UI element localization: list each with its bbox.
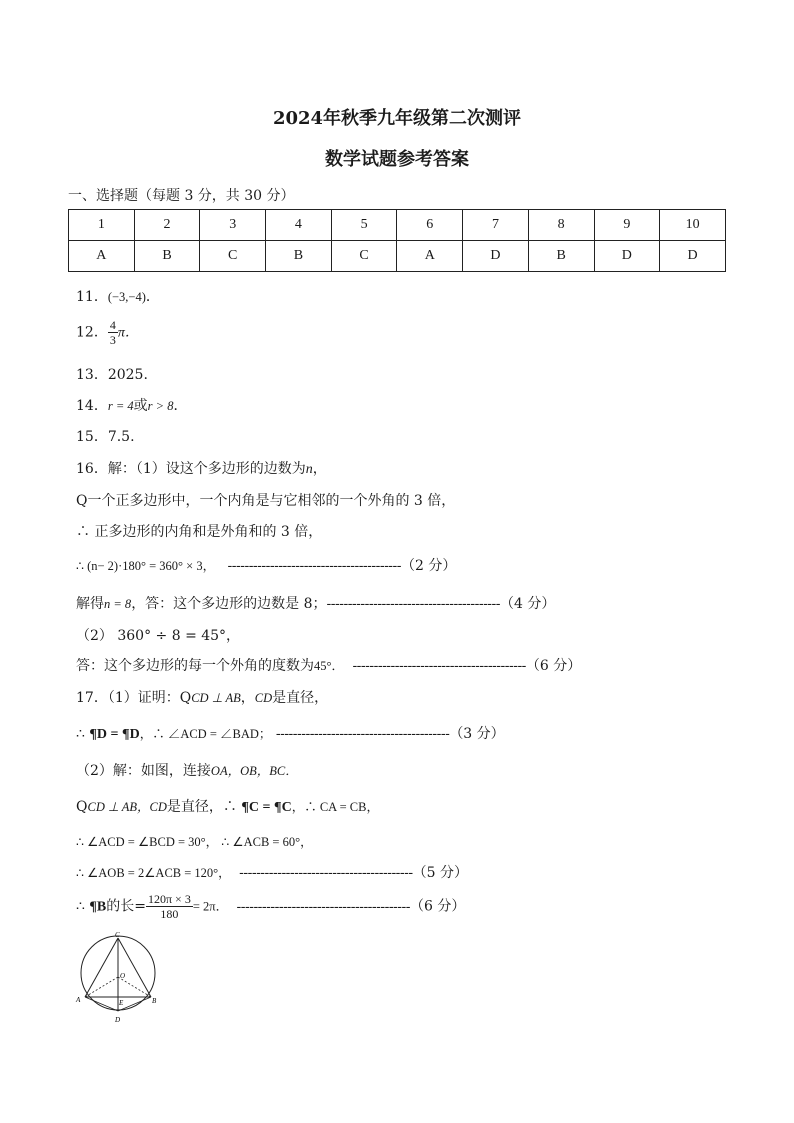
text: ∴: [76, 898, 90, 915]
q17-line-3: [76, 760, 298, 780]
answer-value: r > 8: [147, 399, 174, 413]
text: 是直径，: [272, 690, 329, 706]
table-cell: 8: [528, 210, 594, 241]
equation: ∴ (n− 2)·180° = 360° × 3，: [76, 559, 216, 573]
q17-line-7: [76, 892, 465, 921]
table-row-numbers: [69, 210, 726, 241]
table-cell: A: [397, 241, 463, 272]
answer-value: 45°．: [314, 659, 344, 673]
table-cell: 7: [463, 210, 529, 241]
circle-figure: [72, 932, 164, 1030]
table-cell: B: [134, 241, 200, 272]
section-heading: 一、选择题（每题 3 分，共 30 分）: [68, 188, 295, 204]
variables: OA，OB，BC．: [210, 764, 298, 778]
page-subtitle: 数学试题参考答案: [325, 149, 469, 170]
table-cell: D: [594, 241, 660, 272]
answer-value: r = 4: [107, 399, 134, 413]
answer-value: 7.5.: [107, 429, 135, 445]
text: Q: [76, 799, 88, 815]
table-row-answers: [69, 241, 726, 272]
table-cell: B: [266, 241, 332, 272]
score: （3 分）: [449, 726, 505, 742]
text: 答：这个多边形的每一个外角的度数为: [76, 658, 314, 674]
table-cell: B: [528, 241, 594, 272]
table-cell: A: [69, 241, 135, 272]
table-cell: 5: [331, 210, 397, 241]
dash-leader: -----------------------------------------: [326, 596, 500, 612]
fraction: [146, 892, 193, 921]
score: （4 分）: [500, 596, 556, 612]
label-a: A: [76, 996, 81, 1004]
q16-line-6: （2） 360° ÷ 8 = 45°，: [76, 628, 241, 644]
fraction: [108, 318, 118, 347]
page-title: 2024年秋季九年级第二次测评: [272, 108, 522, 129]
q17-line-1: [76, 687, 328, 707]
table-cell: D: [660, 241, 726, 272]
label-c: C: [115, 932, 120, 939]
score: （6 分）: [409, 898, 466, 915]
dash-leader: -----------------------------------------: [239, 865, 413, 881]
equation: CD ⊥ AB: [191, 691, 241, 705]
text: 的长=: [106, 898, 146, 915]
table-cell: 10: [660, 210, 726, 241]
equation: ，∴ CA = CB，: [291, 800, 379, 814]
fraction-denominator: 180: [160, 907, 179, 921]
segment-ca: [85, 938, 118, 997]
punct: ，: [312, 461, 327, 477]
equation: n = 8: [104, 597, 132, 611]
fraction-denominator: 3: [109, 333, 116, 347]
equation: ，∴ ∠ACD = ∠BAD；: [139, 727, 272, 741]
question-number: 15．: [76, 429, 108, 445]
answer-value: π．: [117, 325, 139, 341]
text: 解得: [76, 596, 104, 612]
fraction-numerator: 4: [109, 318, 116, 332]
label-o: O: [120, 972, 126, 980]
segment-ob: [118, 977, 151, 997]
table-cell: 2: [134, 210, 200, 241]
table-cell: D: [463, 241, 529, 272]
arc-notation: ¶B: [89, 899, 107, 915]
answer-value: (−3,−4): [107, 290, 146, 304]
question-number: 13．: [76, 367, 108, 383]
punct: ，: [240, 690, 255, 706]
segment-ad: [85, 997, 118, 1011]
q16-line-5: [76, 593, 555, 613]
score: （2 分）: [401, 558, 457, 574]
q16-line-4: [76, 555, 456, 575]
label-b: B: [152, 997, 157, 1005]
answer-table: [68, 209, 726, 272]
punct: ．: [173, 398, 188, 414]
dash-leader: -----------------------------------------: [352, 658, 526, 674]
text: ∴: [76, 726, 90, 742]
table-cell: C: [200, 241, 266, 272]
table-cell: 9: [594, 210, 660, 241]
equation: ∴ ∠AOB = 2∠ACB = 120°，: [76, 866, 231, 880]
q16-line-1: [76, 458, 327, 478]
score: （5 分）: [412, 865, 468, 881]
arc-notation: ¶D = ¶D: [89, 727, 140, 742]
segment-cb: [118, 938, 151, 997]
text: （2）解：如图，连接: [76, 763, 211, 779]
label-e: E: [119, 999, 124, 1007]
punct: ．: [145, 289, 160, 305]
connector: 或: [133, 398, 148, 414]
text: 17．（1）证明：Q: [76, 690, 192, 706]
fraction-numerator: 120π × 3: [148, 892, 191, 906]
dash-leader: -----------------------------------------: [275, 726, 450, 742]
q17-line-6: [76, 862, 468, 882]
answer-12: [76, 318, 139, 347]
table-cell: 6: [397, 210, 463, 241]
dash-leader: -----------------------------------------: [236, 898, 410, 915]
dash-leader: -----------------------------------------: [227, 558, 401, 574]
label-d: D: [115, 1016, 121, 1024]
q16-line-3: ∴ 正多边形的内角和是外角和的 3 倍，: [76, 524, 323, 540]
q16-line-2: Q一个正多边形中，一个内角是与它相邻的一个外角的 3 倍，: [76, 493, 456, 509]
answer-13: [76, 364, 148, 384]
text: ，答：这个多边形的边数是 8；: [131, 596, 327, 612]
table-cell: C: [331, 241, 397, 272]
equation: CD: [254, 691, 273, 705]
segment-oa: [85, 977, 118, 997]
arc-notation: ¶C = ¶C: [241, 800, 292, 815]
equation: CD ⊥ AB，CD: [87, 800, 167, 814]
answer-value: 2025.: [107, 367, 148, 383]
q17-line-2: [76, 723, 505, 743]
answer-14: [76, 395, 187, 415]
question-number: 12．: [76, 324, 108, 341]
answer-15: [76, 426, 135, 446]
q17-line-5: ∴ ∠ACD = ∠BCD = 30°， ∴ ∠ACB = 60°，: [76, 835, 313, 849]
question-number: 14．: [76, 398, 108, 414]
table-cell: 4: [266, 210, 332, 241]
table-cell: 3: [200, 210, 266, 241]
equation: = 2π．: [192, 899, 229, 914]
score: （6 分）: [525, 658, 582, 674]
q16-line-7: [76, 655, 581, 675]
text: 是直径，∴: [166, 799, 242, 815]
variable: n: [305, 462, 313, 477]
text: 16．解：（1）设这个多边形的边数为: [76, 461, 306, 477]
question-number: 11．: [76, 289, 108, 305]
q17-line-4: [76, 796, 379, 816]
table-cell: 1: [69, 210, 135, 241]
answer-11: [76, 286, 160, 306]
